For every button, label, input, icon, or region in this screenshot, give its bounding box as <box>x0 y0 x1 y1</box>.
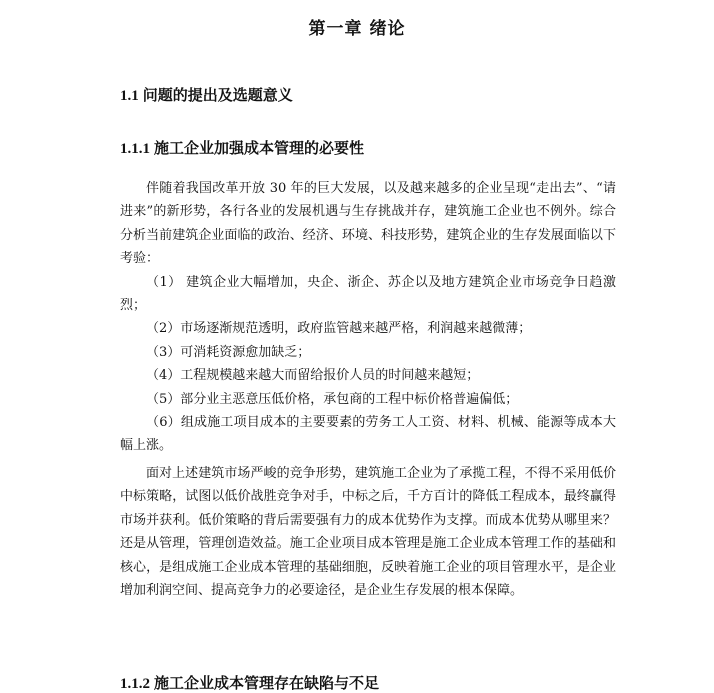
section-number: 1.1 <box>120 88 139 104</box>
intro-paragraph: 伴随着我国改革开放 30 年的巨大发展，以及越来越多的企业呈现“走出去”、“请进来”的新形势，各行各业的发展机遇与生存挑战并存，建筑施工企业也不例外。综合分析当前建筑企业面临的政治、经济、环境、科技形势，建筑企业的生存发展面临以下考验： <box>120 181 616 267</box>
list-item: （6）组成施工项目成本的主要要素的劳务工人工资、材料、机械、能源等成本大幅上涨。 <box>120 415 616 454</box>
list-item: （5）部分业主恶意压低价格，承包商的工程中标价格普遍偏低； <box>146 391 519 407</box>
body-block-1 <box>120 177 616 458</box>
list-item: （1） 建筑企业大幅增加，央企、浙企、苏企以及地方建筑企业市场竞争日趋激烈； <box>120 274 616 314</box>
list-item: （4）工程规模越来越大而留给报价人员的时间越来越短； <box>146 368 480 384</box>
body-block-2 <box>120 462 616 602</box>
subsection-number-1: 1.1.1 <box>120 141 150 157</box>
chapter-title: 第一章 绪论 <box>308 19 406 39</box>
conclusion-paragraph: 面对上述建筑市场严峻的竞争形势，建筑施工企业为了承揽工程，不得不采用低价中标策略，试图以低价战胜竞争对手，中标之后，千方百计的降低工程成本，最终赢得市场并获利。低价策略的背后需要强有力的成本优势作为支撑。而成本优势从哪里来？还是从管理，管理创造效益。施工企业项目成本管理是施工企业成本管理工作的基础和核心，是组成施工企业成本管理的基础细胞，反映着施工企业的项目管理水平，是企业增加利润空间、提高竞争力的必要途径，是企业生存发展的根本保障。 <box>120 466 616 599</box>
list-item: （3）可消耗资源愈加缺乏； <box>146 344 311 360</box>
subsection-number-2: 1.1.2 <box>120 676 150 692</box>
subsection-heading-1 <box>120 137 364 158</box>
section-heading <box>120 84 293 105</box>
subsection-title-1: 施工企业加强成本管理的必要性 <box>154 139 365 157</box>
section-title: 问题的提出及选题意义 <box>142 86 293 104</box>
list-item: （2）市场逐渐规范透明，政府监管越来越严格，利润越来越微薄； <box>146 321 532 337</box>
subsection-title-2: 施工企业成本管理存在缺陷与不足 <box>154 674 380 692</box>
